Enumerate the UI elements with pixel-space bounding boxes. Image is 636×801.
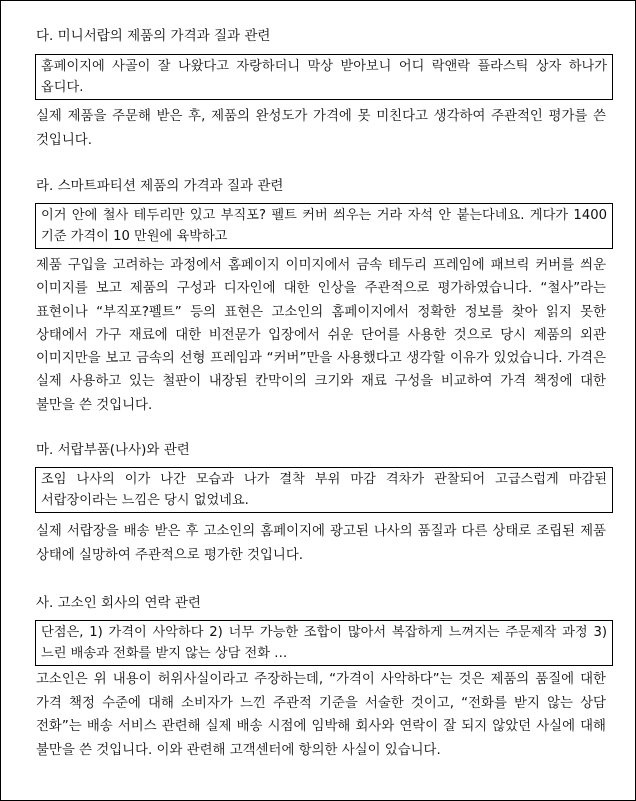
paragraph-da: 실제 제품을 주문해 받은 후, 제품의 완성도가 가격에 못 미친다고 생각하여 주관적인 평가를 쓴 것입니다. xyxy=(36,109,606,148)
section-heading-da: 다. 미니서랍의 제품의 가격과 질과 관련 xyxy=(36,28,271,44)
section-heading-ra: 라. 스마트파티션 제품의 가격과 질과 관련 xyxy=(36,178,284,194)
paragraph-ma: 실제 서랍장을 배송 받은 후 고소인의 홈페이지에 광고된 나사의 품질과 다른 상태로 조립된 제품 상태에 실망하여 주관적으로 평가한 것입니다. xyxy=(36,524,606,563)
quote-box-ra: 이거 안에 철사 테두리만 있고 부직포? 펠트 커버 씌우는 거라 자석 안 붙는다네요. 게다가 1400 기준 가격이 10 만원에 육박하고 xyxy=(35,203,613,249)
paragraph-sa: 고소인은 위 내용이 허위사실이라고 주장하는데, “가격이 사악하다”는 것은 제품의 품질에 대한 가격 책정 수준에 대해 소비자가 느낀 주관적 기준을 서술한 것이고, “전화를 받지 않는 상담 전화”는 배송 서비스 관련해 실제 배송 시점에 임박해 회사와 연락이 잘 되지 않았던 사실에 대해 불만을 쓴 것입니다. 이와 관련해 고객센터에 항의한 사실이 있습니다. xyxy=(36,672,606,758)
quote-box-da: 홈페이지에 사골이 잘 나왔다고 자랑하더니 막상 받아보니 어디 락앤락 플라스틱 상자 하나가 옵디다. xyxy=(35,54,613,100)
section-heading-ma: 마. 서랍부품(나사)와 관련 xyxy=(36,442,190,458)
quote-box-ma: 조임 나사의 이가 나간 모습과 나가 결착 부위 마감 격차가 관찰되어 고급스럽게 마감된 서랍장이라는 느낌은 당시 없었네요. xyxy=(35,467,613,513)
quote-box-sa: 단점은, 1) 가격이 사악하다 2) 너무 가능한 조합이 많아서 복잡하게 느껴지는 주문제작 과정 3) 느린 배송과 전화를 받지 않는 상담 전화 … xyxy=(35,620,613,666)
paragraph-ra: 제품 구입을 고려하는 과정에서 홈페이지 이미지에서 금속 테두리 프레임에 패브릭 커버를 씌운 이미지를 보고 제품의 구성과 디자인에 대한 인상을 주관적으로 평가하였습니다. “철사”라는 표현이나 “부직포?펠트” 등의 표현은 고소인의 홈페이지에서 정확한 정보를 찾아 읽지 못한 상태에서 가구 재료에 대한 비전문가 입장에서 쉬운 단어를 사용한 것으로 당시 제품의 외관 이미지만을 보고 금속의 선형 프레임과 “커버”만을 사용했다고 생각할 이유가 있었습니다. 가격은 실제 사용하고 있는 철판이 내장된 칸막이의 크기와 재료 구성을 비교하여 가격 책정에 대한 불만을 쓴 것입니다. xyxy=(36,258,606,413)
section-heading-sa: 사. 고소인 회사의 연락 관련 xyxy=(36,595,201,611)
